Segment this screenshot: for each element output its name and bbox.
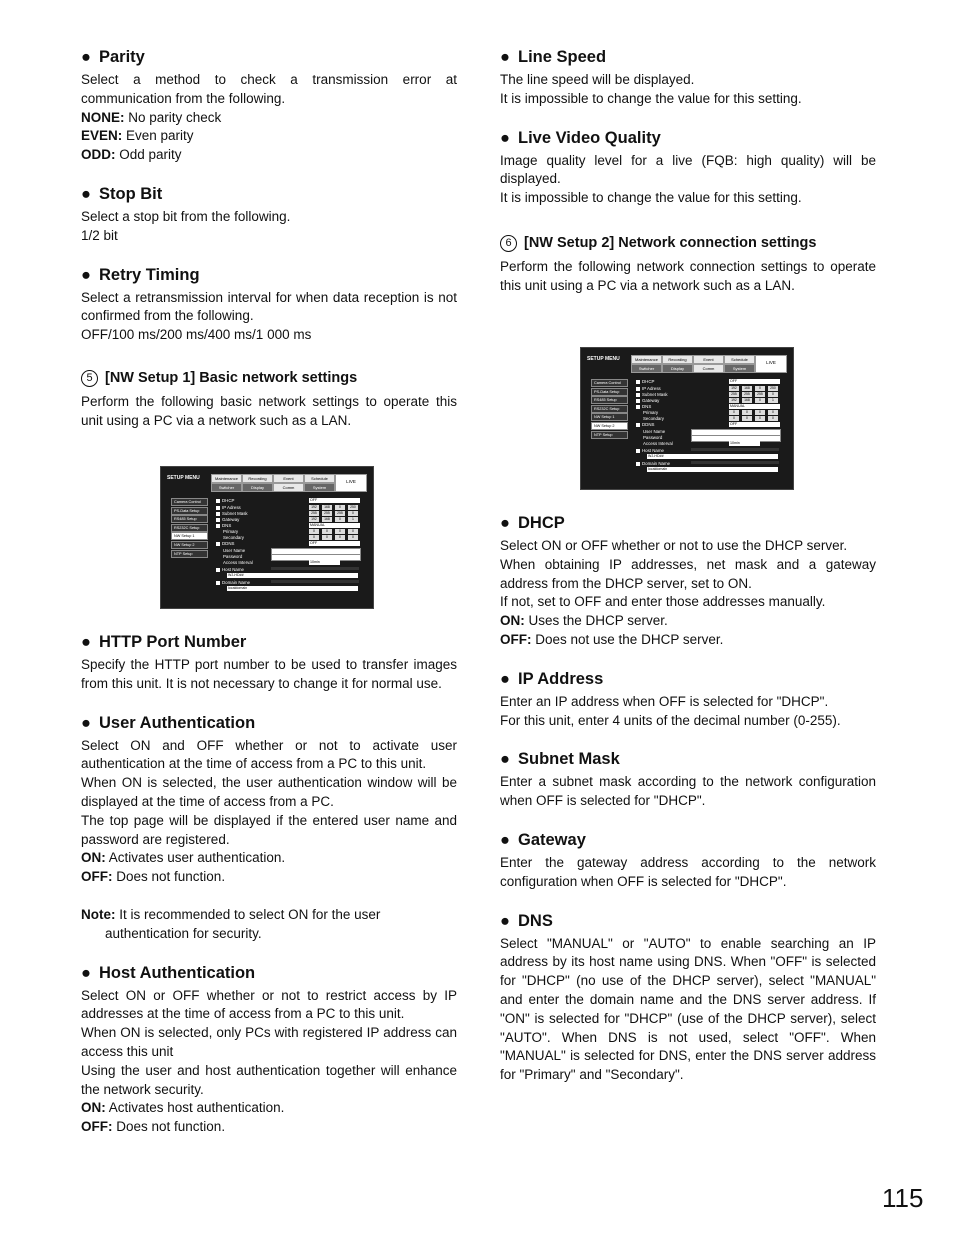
parity-intro: Select a method to check a transmission error at communication from the following. [81, 72, 457, 106]
left-column [81, 48, 457, 431]
gateway-section: ● Gateway Enter the gateway address according to the network configuration when OFF is selected for "DHCP". [500, 830, 876, 889]
field-label-secondary: Secondary [643, 416, 664, 421]
user-auth-heading: ● User Authentication [81, 713, 256, 732]
tab-1[interactable]: Recording [662, 355, 693, 364]
field-interval[interactable]: 10min [309, 560, 340, 565]
octet-gateway-3[interactable]: 1 [348, 517, 358, 522]
octet-ip-3[interactable]: 250 [768, 386, 778, 391]
line-speed-heading: ● Line Speed [500, 48, 607, 66]
live-button[interactable]: LIVE [335, 474, 367, 492]
octet-subnet-0[interactable]: 255 [309, 511, 319, 516]
field-label-subnet: Subnet Mask [636, 392, 668, 397]
octet-secondary-0[interactable]: 0 [309, 535, 319, 540]
octet-ip-0[interactable]: 192 [729, 386, 739, 391]
nw-setup2-heading: 6 [NW Setup 2] Network connection settings [500, 235, 876, 252]
live-button[interactable]: LIVE [755, 355, 787, 373]
octet-gateway-1[interactable]: 168 [742, 398, 752, 403]
user-auth-section: ● User Authentication Select ON and OFF whether or not to activate user authentication at the time of access from a PC to this unit. When ON is selected, the user authentication window will be displayed at the time of access from a PC. The top page will be displayed if the entered user name and password are registered. ON: Activates user authentication. OFF: Does not function. Note: It is recommended to select ON for the user authentication for security. [81, 714, 457, 944]
tab-1[interactable]: Recording [242, 474, 273, 483]
sidebar-item-0[interactable]: Camera Control [591, 379, 628, 387]
octet-secondary-2[interactable]: 0 [335, 535, 345, 540]
sidebar-item-6[interactable]: NTP Setup [591, 431, 628, 439]
dhcp-heading: ● DHCP [500, 514, 565, 532]
octet-subnet-2[interactable]: 255 [335, 511, 345, 516]
tab-2[interactable]: Event [273, 474, 304, 483]
field-ddns[interactable]: OFF [729, 422, 780, 427]
octet-subnet-0[interactable]: 255 [729, 392, 739, 397]
tab-bottom-1[interactable]: Display [242, 483, 273, 492]
field-domain[interactable]: localdomain [647, 467, 778, 472]
field-label-ip: IP Adress [636, 386, 661, 391]
left-lower-column [81, 633, 457, 1137]
page-number: 115 [882, 1183, 924, 1213]
field-dns[interactable]: MANUAL [309, 523, 360, 528]
tab-bottom-2[interactable]: Comm [693, 364, 724, 373]
octet-gateway-2[interactable]: 0 [335, 517, 345, 522]
dhcp-section: ● DHCP Select ON or OFF whether or not to use the DHCP server. When obtaining IP addresses, net mask and a gateway address from the DHCP server, set to ON. If not, set to OFF and enter those addresses manually. ON: Uses the DHCP server. OFF: Does not use the DHCP server. [500, 514, 876, 647]
field-label-dhcp: DHCP [636, 379, 654, 384]
octet-primary-0[interactable]: 0 [309, 529, 319, 534]
field-label-ddns: DDNS [216, 541, 234, 546]
field-bar-host [271, 567, 359, 570]
field-label-secondary: Secondary [223, 535, 244, 540]
sidebar-item-1[interactable]: PS-Data Setup [171, 507, 208, 515]
field-label-user: User Name [643, 429, 666, 434]
octet-primary-3[interactable]: 0 [768, 410, 778, 415]
field-label-domain: Domain Name [216, 580, 250, 585]
live-video-section: ● Live Video Quality Image quality level for a live (FQB: high quality) will be displayed. It is impossible to change the value for this setting. [500, 128, 876, 206]
field-dhcp[interactable]: OFF [309, 498, 360, 503]
field-host[interactable]: WJ-HD## [647, 454, 778, 459]
http-port-section: ● HTTP Port Number Specify the HTTP port number to be used to transfer images from this unit. It is not necessary to change it for normal use. [81, 633, 457, 691]
nw-setup2-section: 6 [NW Setup 2] Network connection settings Perform the following network connection settings to operate this unit using a PC via a network such as a LAN. [500, 235, 876, 293]
tab-bottom-0[interactable]: Switcher [631, 364, 662, 373]
octet-primary-3[interactable]: 0 [348, 529, 358, 534]
line-speed-section: ● Line Speed The line speed will be displayed. It is impossible to change the value for this setting. [500, 48, 876, 109]
sidebar-item-0[interactable]: Camera Control [171, 498, 208, 506]
octet-primary-2[interactable]: 0 [335, 529, 345, 534]
octet-ip-1[interactable]: 168 [322, 505, 332, 510]
subnet-heading: ● Subnet Mask [500, 750, 620, 769]
retry-timing-heading: ● Retry Timing [81, 265, 200, 284]
field-ddns[interactable]: OFF [309, 541, 360, 546]
field-label-gateway: Gateway [636, 398, 659, 403]
user-auth-note: Note: It is recommended to select ON for the user authentication for security. [81, 906, 381, 941]
octet-secondary-3[interactable]: 0 [768, 416, 778, 421]
ip-address-heading: ● IP Address [500, 669, 604, 688]
octet-gateway-2[interactable]: 0 [755, 398, 765, 403]
tab-0[interactable]: Maintenance [211, 474, 242, 483]
setup-menu-screenshot-2 [580, 347, 794, 490]
parity-heading: ● Parity [81, 48, 145, 66]
tab-3[interactable]: Schedule [304, 474, 335, 483]
octet-primary-1[interactable]: 0 [322, 529, 332, 534]
octet-gateway-0[interactable]: 192 [309, 517, 319, 522]
octet-secondary-1[interactable]: 0 [742, 416, 752, 421]
octet-ip-3[interactable]: 250 [348, 505, 358, 510]
ip-address-section: ● IP Address Enter an IP address when OFF is selected for "DHCP". For this unit, enter 4 units of the decimal number (0-255). [500, 670, 876, 731]
field-bar-domain [691, 461, 779, 464]
octet-secondary-3[interactable]: 0 [348, 535, 358, 540]
nw-setup1-heading: 5 [NW Setup 1] Basic network settings [81, 370, 457, 387]
setup-menu-screenshot-1 [160, 466, 374, 609]
field-label-primary: Primary [223, 529, 239, 534]
field-dns[interactable]: MANUAL [729, 404, 780, 409]
tab-bottom-3[interactable]: System [724, 364, 755, 373]
live-video-heading: ● Live Video Quality [500, 128, 661, 147]
field-bar-domain [271, 580, 359, 583]
http-port-heading: ● HTTP Port Number [81, 633, 247, 651]
octet-secondary-1[interactable]: 0 [322, 535, 332, 540]
field-label-host: Host Name [216, 567, 244, 572]
host-auth-section: ● Host Authentication Select ON or OFF whether or not to restrict access by IP addresses at the time of access from a PC to this unit. When ON is selected, only PCs with registered IP address can access this unit Using the user and host authentication together will enhance the network security. ON: Activates host authentication. OFF: Does not function. [81, 963, 457, 1135]
field-label-password: Password [223, 554, 243, 559]
field-label-dhcp: DHCP [216, 498, 234, 503]
octet-subnet-2[interactable]: 255 [755, 392, 765, 397]
field-domain[interactable]: localdomain [227, 586, 358, 591]
octet-ip-2[interactable]: 0 [755, 386, 765, 391]
octet-primary-0[interactable]: 0 [729, 410, 739, 415]
field-label-domain: Domain Name [636, 461, 670, 466]
field-label-host: Host Name [636, 448, 664, 453]
octet-subnet-1[interactable]: 255 [742, 392, 752, 397]
octet-secondary-0[interactable]: 0 [729, 416, 739, 421]
tab-bottom-1[interactable]: Display [662, 364, 693, 373]
sidebar-item-4[interactable]: NW Setup 1 [171, 532, 208, 540]
right-column [500, 48, 876, 296]
right-lower-column [500, 514, 876, 1085]
sidebar-item-3[interactable]: RS232C Setup [591, 405, 628, 413]
field-label-dns: DNS [216, 523, 231, 528]
field-label-gateway: Gateway [216, 517, 239, 522]
field-bar-host [691, 448, 779, 451]
nw-setup1-section: 5 [NW Setup 1] Basic network settings Perform the following basic network settings to operate this unit using a PC via a network such as a LAN. [81, 370, 457, 428]
tab-bottom-3[interactable]: System [304, 483, 335, 492]
field-label-interval: Access Interval [223, 560, 253, 565]
dns-heading: ● DNS [500, 911, 553, 930]
tab-bottom-0[interactable]: Switcher [211, 483, 242, 492]
octet-subnet-3[interactable]: 0 [348, 511, 358, 516]
tab-3[interactable]: Schedule [724, 355, 755, 364]
field-label-ip: IP Adress [216, 505, 241, 510]
tab-2[interactable]: Event [693, 355, 724, 364]
setup-menu-title: SETUP MENU [587, 356, 620, 362]
sidebar-item-2[interactable]: RS485 Setup [171, 515, 208, 523]
sidebar-item-6[interactable]: NTP Setup [171, 550, 208, 558]
stop-bit-heading: ● Stop Bit [81, 184, 163, 203]
retry-timing-section: ● Retry Timing Select a retransmission interval for when data reception is not confirmed from the following. OFF/100 ms/200 ms/400 ms/1 000 ms [81, 265, 457, 343]
parity-section: ● Parity Select a method to check a transmission error at communication from the following. NONE: No parity check EVEN: Even parity ODD: Odd parity [81, 48, 457, 163]
sidebar-item-3[interactable]: RS232C Setup [171, 524, 208, 532]
sidebar-item-5[interactable]: NW Setup 2 [591, 422, 628, 430]
octet-gateway-3[interactable]: 1 [768, 398, 778, 403]
field-label-ddns: DDNS [636, 422, 654, 427]
octet-subnet-3[interactable]: 0 [768, 392, 778, 397]
octet-gateway-0[interactable]: 192 [729, 398, 739, 403]
field-label-primary: Primary [643, 410, 659, 415]
sidebar-item-5[interactable]: NW Setup 2 [171, 541, 208, 549]
sidebar-item-4[interactable]: NW Setup 1 [591, 413, 628, 421]
octet-gateway-1[interactable]: 168 [322, 517, 332, 522]
octet-secondary-2[interactable]: 0 [755, 416, 765, 421]
field-label-interval: Access Interval [643, 441, 673, 446]
stop-bit-section: ● Stop Bit Select a stop bit from the following. 1/2 bit [81, 185, 457, 246]
field-host[interactable]: WJ-HD## [227, 573, 358, 578]
octet-ip-0[interactable]: 192 [309, 505, 319, 510]
field-dhcp[interactable]: OFF [729, 379, 780, 384]
octet-ip-1[interactable]: 168 [742, 386, 752, 391]
subnet-section: ● Subnet Mask Enter a subnet mask according to the network configuration when OFF is selected for "DHCP". [500, 750, 876, 809]
field-label-user: User Name [223, 548, 246, 553]
setup-menu-title: SETUP MENU [167, 475, 200, 481]
field-interval[interactable]: 10min [729, 441, 760, 446]
field-label-dns: DNS [636, 404, 651, 409]
octet-subnet-1[interactable]: 255 [322, 511, 332, 516]
tab-bottom-2[interactable]: Comm [273, 483, 304, 492]
field-label-subnet: Subnet Mask [216, 511, 248, 516]
host-auth-heading: ● Host Authentication [81, 963, 256, 982]
sidebar-item-1[interactable]: PS-Data Setup [591, 388, 628, 396]
octet-primary-2[interactable]: 0 [755, 410, 765, 415]
octet-primary-1[interactable]: 0 [742, 410, 752, 415]
tab-0[interactable]: Maintenance [631, 355, 662, 364]
octet-ip-2[interactable]: 0 [335, 505, 345, 510]
field-label-password: Password [643, 435, 663, 440]
sidebar-item-2[interactable]: RS485 Setup [591, 396, 628, 404]
gateway-heading: ● Gateway [500, 830, 586, 849]
dns-section: ● DNS Select "MANUAL" or "AUTO" to enable searching an IP address by its host name using DNS. When "OFF" is selected for "DHCP" (no use of the DHCP server), select "MANUAL" and enter the domain name and the DNS server address. If "ON" is selected for "DHCP" (use of the DHCP server), select "AUTO". When DNS is not used, select "OFF". When "MANUAL" is selected for DNS, enter the DNS server address for "Primary" and "Secondary". [500, 911, 876, 1083]
